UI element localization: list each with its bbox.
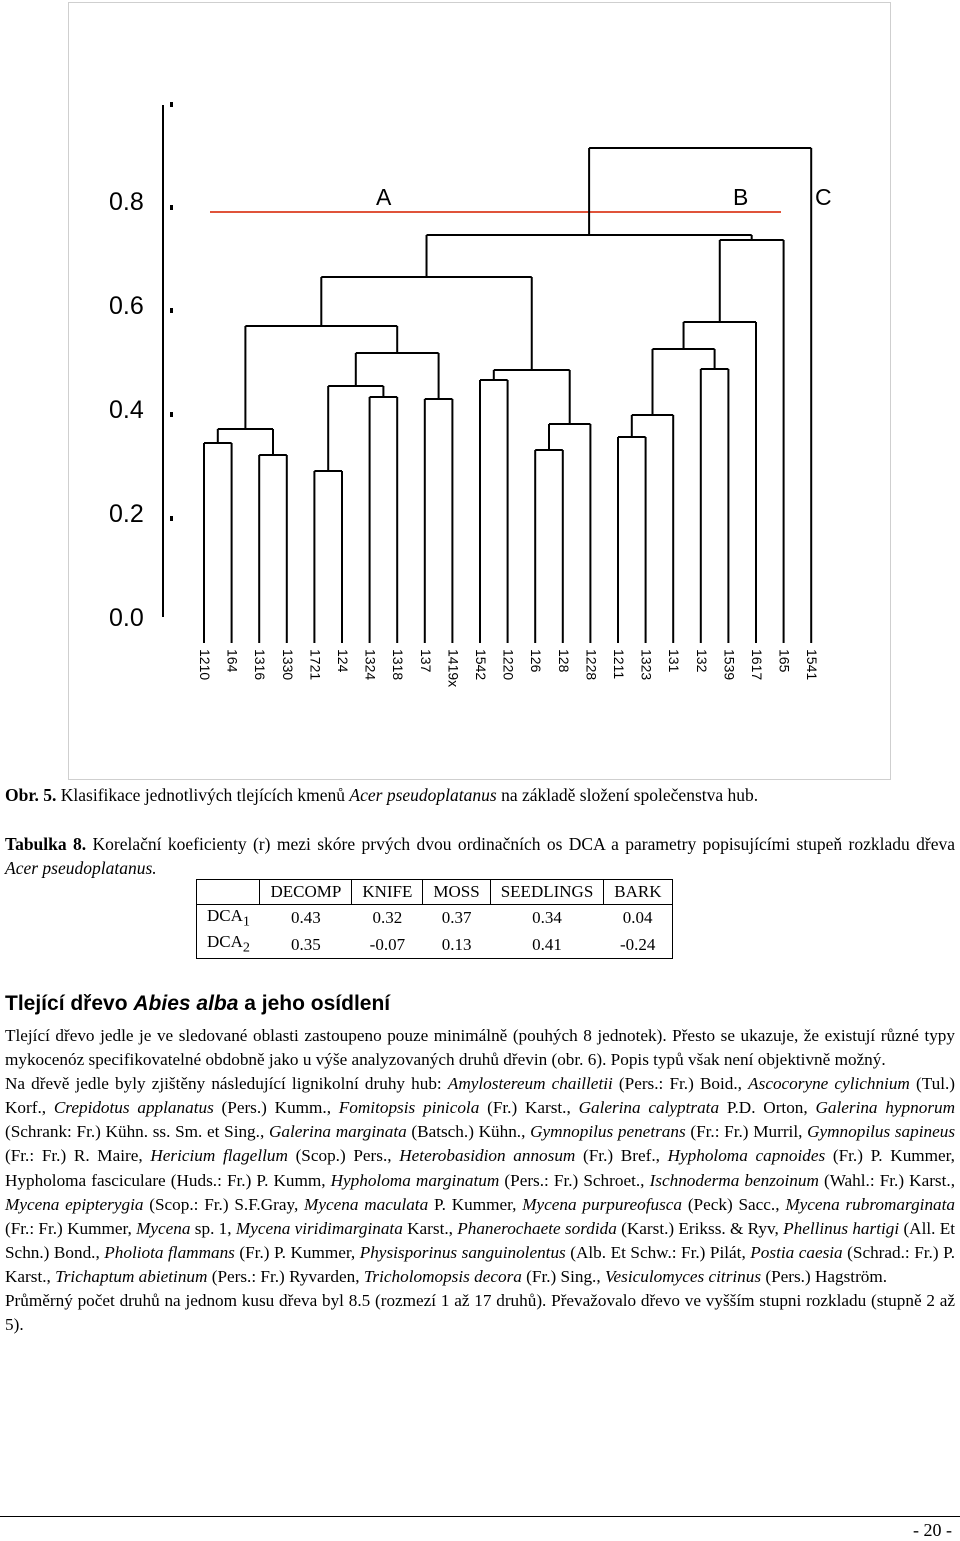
leaf-label: 1210 [197,649,213,681]
species-name: Mycena viridimarginata [235,1218,403,1238]
leaf-label: 164 [224,649,241,673]
table-cell: 0.43 [291,908,321,928]
leaf-label: 1323 [638,649,655,681]
species-name: Ascocoryne cylichnium [748,1074,910,1094]
leaf-label: 1211 [611,649,627,680]
table-caption-label: Tabulka 8. [5,834,87,854]
species-name: Crepidotus applanatus [53,1098,214,1118]
species-text: (Fr.: Fr.) Kummer, [5,1218,137,1238]
leaf-label: 1330 [279,649,296,681]
y-tick-label: 0.2 [109,500,144,528]
species-text: (Fr.) P. Kummer, [234,1242,360,1262]
caption-label: Obr. 5. [5,785,57,805]
species-name: Fomitopsis pinicola [338,1098,480,1118]
species-text: P. Kummer, [428,1194,523,1214]
species-name: Hypholoma marginatum [330,1170,500,1190]
row-header: $DCA_1$ [197,905,260,932]
leaf-label: 1316 [252,649,269,681]
table-cell: 0.35 [260,931,352,958]
col-header: KNIFE [352,880,423,905]
leaf-label: 1318 [390,649,407,681]
dendrogram [69,3,892,781]
species-text: (Scop.) Pers., [287,1146,400,1166]
species-name: Amylostereum chailletii [447,1074,613,1094]
paragraph-species-list [5,1072,955,1289]
y-tick-label: 0.8 [109,188,144,216]
species-text: Karst., [402,1218,458,1238]
dendrogram-figure [68,2,891,780]
species-text: (Fr.) P. Kummer, Hypholoma fasciculare (Huds.: Fr.) P. Kumm, [5,1146,955,1190]
species-name: Heterobasidion annosum [399,1146,576,1166]
leaf-label: 124 [335,649,351,673]
species-text: (Schrad.: Fr.) P. Karst., [5,1242,956,1286]
y-tick-label: 0.4 [109,396,144,424]
species-name: Postia caesia [750,1242,843,1262]
species-text: (Pers.) Hagström. [761,1266,888,1286]
leaf-label: 128 [555,649,572,673]
species-text: (Pers.: Fr.) Ryvarden, [207,1266,364,1286]
species-text: (Wahl.: Fr.) Karst., [818,1170,955,1190]
species-name: Galerina hypnorum [815,1098,956,1118]
section-heading: Tlející dřevo Abies alba a jeho osídlení [5,992,391,1015]
y-tick-label: 0.0 [109,604,144,632]
table-cell: 0.37 [441,908,472,928]
table-cell: 0.13 [423,931,490,958]
table-cell: 0.41 [490,931,604,958]
paragraph-1: Tlející dřevo jedle je ve sledované oblasti zastoupeno pouze minimálně (pouhých 8 jednotek). Přesto se ukazuje, že existují různé typy mykocenóz specifikovatelné obdobně jako u výše analyzovaných druhů dřevin (obr. 6). Popis typů však není objektivně možný. [5,1026,955,1070]
species-name: Hericium flagellum [150,1146,288,1166]
table-cell: 0.34 [532,908,562,928]
correlation-table [196,879,673,959]
species-name: Mycena epipterygia [5,1194,144,1214]
figure-caption: Obr. 5. Klasifikace jednotlivých tlejících kmenů Acer pseudoplatanus na základě složení společenstva hub. [5,785,759,805]
species-text: P.D. Orton, [719,1098,816,1118]
cluster-label: A [376,184,392,210]
species-text: (Fr.) Bref., [575,1146,668,1166]
col-header: DECOMP [260,880,352,905]
leaf-label: 1324 [362,649,379,681]
species-name: Mycena [136,1218,191,1238]
page-number: - 20 - [913,1520,952,1540]
leaf-label: 1541 [804,649,821,681]
species-text: (Alb. Et Schw.: Fr.) Pilát, [565,1242,751,1262]
species-name: Vesiculomyces citrinus [604,1266,762,1286]
species-text: (All. Et Schn.) Bond., [5,1218,956,1262]
leaf-label: 165 [776,649,793,673]
species-name: Mycena maculata [304,1194,429,1214]
leaf-label: 1419x [445,649,462,688]
species-name: Gymnopilus penetrans [530,1122,686,1142]
leaf-label: 1228 [583,649,600,681]
cluster-label: C [815,184,832,210]
species-text: (Peck) Sacc., [682,1194,786,1214]
species-text: (Batsch.) Kühn., [406,1122,531,1142]
col-header: SEEDLINGS [490,880,604,905]
species-name: Physisporinus sanguinolentus [359,1242,566,1262]
species-name: Mycena rubromarginata [785,1194,955,1214]
leaf-label: 137 [417,649,434,673]
species-text: Na dřevě jedle byly zjištěny následující lignikolní druhy hub: [5,1074,448,1094]
footer-rule [0,1516,960,1517]
species-text: (Fr.: Fr.) R. Maire, [5,1146,151,1166]
species-text: (Pers.) Kumm., [213,1098,339,1118]
leaf-label: 1721 [307,649,324,681]
species-text: (Fr.) Karst., [479,1098,579,1118]
y-tick-mark [170,516,173,521]
leaf-label: 132 [693,649,710,673]
species-name: Mycena purpureofusca [522,1194,683,1214]
table-caption: Tabulka 8. Korelační koeficienty (r) mezi skóre prvých dvou ordinačních os DCA a parametry popisujícími stupeň rozkladu dřeva Acer pseudoplatanus. [5,834,955,878]
species-name: Ischnoderma benzoinum [649,1170,819,1190]
cluster-label: B [733,184,749,210]
paragraph-3: Průměrný počet druhů na jednom kusu dřeva byl 8.5 (rozmezí 1 až 17 druhů). Převažovalo dřevo ve vyšším stupni rozkladu (stupně 2 až 5). [5,1291,955,1335]
table-cell: -0.24 [604,931,672,958]
leaf-label: 1542 [473,649,489,681]
table-cell: 0.32 [372,908,403,928]
y-tick-mark [170,412,173,417]
body-text [5,1024,955,1337]
y-tick-mark [170,102,173,107]
row-header: $DCA_2$ [197,931,260,958]
leaf-label: 126 [528,649,545,673]
species-name: Gymnopilus sapineus [807,1122,956,1142]
species-text: (Karst.) Erikss. & Ryv, [616,1218,784,1238]
species-name: Galerina marginata [268,1122,407,1142]
species-text: sp. 1, [190,1218,236,1238]
species-text: (Scop.: Fr.) S.F.Gray, [143,1194,305,1214]
table-cell: 0.04 [604,905,672,932]
species-text: (Pers.: Fr.) Schroet., [499,1170,650,1190]
species-text: (Schrank: Fr.) Kühn. ss. Sm. et Sing., [5,1122,269,1142]
y-tick-mark [170,205,173,210]
species-text: (Pers.: Fr.) Boid., [612,1074,749,1094]
y-tick-mark [170,308,173,313]
y-tick-label: 0.6 [109,292,144,320]
species-name: Trichaptum abietinum [55,1266,208,1286]
leaf-label: 1539 [721,649,738,681]
species-name: Hypholoma capnoides [667,1146,826,1166]
col-header: MOSS [423,880,490,905]
table-row [197,931,673,958]
leaf-label: 1617 [749,649,765,681]
species-name: Phanerochaete sordida [457,1218,617,1238]
species-text: (Fr.) Sing., [521,1266,605,1286]
species-name: Phellinus hartigi [783,1218,900,1238]
leaf-label: 131 [666,649,683,673]
table-row [197,905,673,932]
table-cell: -0.07 [352,931,423,958]
species-name: Tricholomopsis decora [363,1266,522,1286]
species-text: (Fr.: Fr.) Murril, [685,1122,808,1142]
table-header-row [197,880,673,905]
species-name: Pholiota flammans [104,1242,235,1262]
species-text: (Tul.) Korf., [5,1074,955,1118]
species-name: Galerina calyptrata [578,1098,720,1118]
leaf-label: 1220 [500,649,517,681]
col-header: BARK [604,880,672,905]
